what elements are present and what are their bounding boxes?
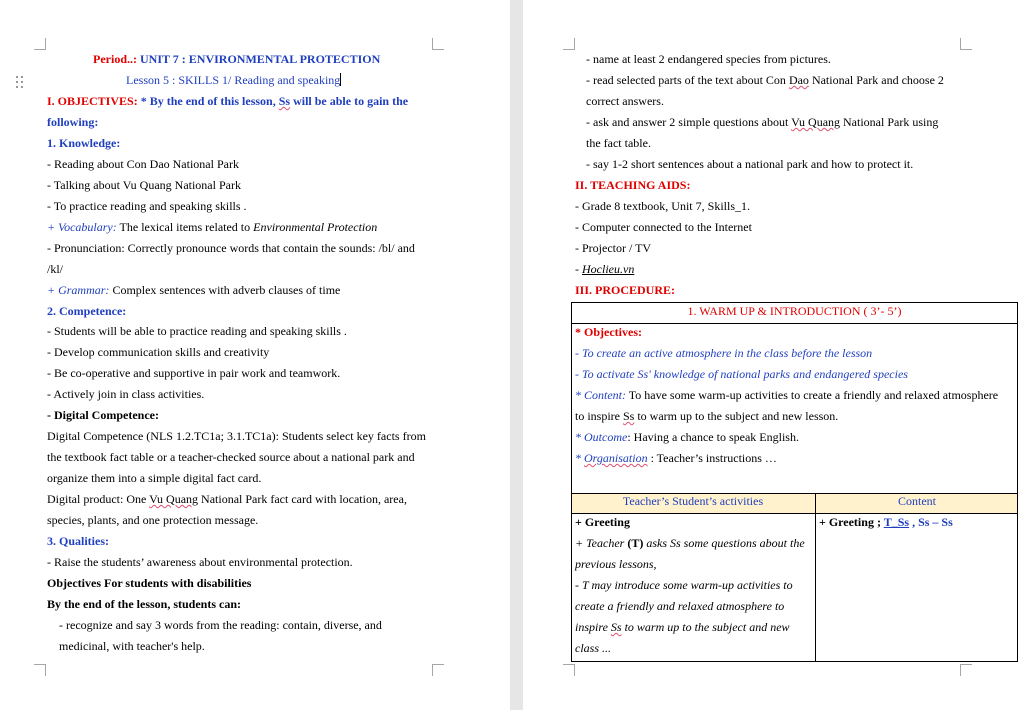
activity-line: class ... xyxy=(575,641,611,655)
content-greeting-line xyxy=(819,515,953,529)
digital-product-line xyxy=(47,492,407,506)
digital-competence-text: organize them into a simple digital fact card. xyxy=(47,471,262,485)
table-rule xyxy=(571,323,1018,324)
content-greeting-ss-ss: , Ss – Ss xyxy=(909,515,953,529)
unit-title-line xyxy=(93,52,380,66)
organisation-text: : Teacher’s instructions … xyxy=(647,451,777,465)
corner-mark-top-right xyxy=(960,38,972,50)
spell-flag-vu-quang[interactable]: Vu Quang xyxy=(149,492,199,506)
corner-mark-bottom-left xyxy=(34,664,46,676)
pronunciation-line-cont: /kl/ xyxy=(47,262,64,276)
digital-product-text-cont: National Park fact card with location, area, xyxy=(198,492,407,506)
lesson-title-line[interactable] xyxy=(126,73,341,87)
knowledge-item: - To practice reading and speaking skills . xyxy=(47,199,247,213)
activity-t-abbrev: (T) xyxy=(627,536,644,550)
item-text-cont: National Park and choose 2 xyxy=(808,73,944,87)
knowledge-item: - Reading about Con Dao National Park xyxy=(47,157,239,171)
vocabulary-text: The lexical items related to xyxy=(116,220,254,234)
competence-item: - Develop communication skills and creativity xyxy=(47,345,270,359)
objectives-intro-cont: will be able to gain the xyxy=(290,94,409,108)
greeting-label: + Greeting xyxy=(575,515,630,529)
unit-title: UNIT 7 : ENVIRONMENTAL PROTECTION xyxy=(140,52,381,66)
digital-competence-text: the textbook fact table or a teacher-checked source about a national park and xyxy=(47,450,415,464)
activity-line xyxy=(575,536,805,550)
teaching-aid-item xyxy=(575,262,634,276)
disabilities-item: - say 1-2 short sentences about a national park and how to protect it. xyxy=(586,157,914,171)
digital-product-line-cont: species, plants, and one protection message. xyxy=(47,513,259,527)
disabilities-item-cont: correct answers. xyxy=(586,94,664,108)
disabilities-item-cont: the fact table. xyxy=(586,136,651,150)
digital-competence-text: Digital Competence (NLS 1.2.TC1a; 3.1.TC1a): Students select key facts from xyxy=(47,429,426,443)
col-header-content: Content xyxy=(898,494,936,508)
disabilities-item xyxy=(586,115,938,129)
qualities-item: - Raise the students’ awareness about environmental protection. xyxy=(47,555,353,569)
activity-text-cont: asks Ss some questions about the xyxy=(643,536,805,550)
content-label: * Content: xyxy=(575,388,626,402)
disabilities-item: medicinal, with teacher's help. xyxy=(59,639,205,653)
disabilities-item: - recognize and say 3 words from the reading: contain, diverse, and xyxy=(59,618,382,632)
competence-item: - Students will be able to practice reading and speaking skills . xyxy=(47,324,347,338)
disabilities-item xyxy=(586,73,944,87)
item-dash: - xyxy=(575,262,582,276)
drag-handle-icon[interactable] xyxy=(16,76,24,92)
pronunciation-line: - Pronunciation: Correctly pronounce words that contain the sounds: /bl/ and xyxy=(47,241,415,255)
item-text: - read selected parts of the text about Con xyxy=(586,73,789,87)
organisation-star: * xyxy=(575,451,584,465)
hoclieu-link[interactable]: Hoclieu.vn xyxy=(582,262,635,276)
digital-competence-heading: - Digital Competence: xyxy=(47,408,159,422)
knowledge-heading: 1. Knowledge: xyxy=(47,136,121,150)
disabilities-subheading: By the end of the lesson, students can: xyxy=(47,597,242,611)
spell-flag-ss[interactable]: Ss xyxy=(610,620,622,634)
procedure-heading: III. PROCEDURE: xyxy=(575,283,676,297)
period-label: Period..: xyxy=(93,52,140,66)
activity-line: - T may introduce some warm-up activities to xyxy=(575,578,793,592)
teaching-aid-item: - Computer connected to the Internet xyxy=(575,220,752,234)
table-outcome-line xyxy=(575,430,799,444)
content-text: To have some warm-up activities to create a friendly and relaxed atmosphere xyxy=(626,388,999,402)
spell-flag-dao[interactable]: Dao xyxy=(788,73,809,87)
competence-item: - Actively join in class activities. xyxy=(47,387,205,401)
table-content-line xyxy=(575,388,998,402)
disabilities-heading: Objectives For students with disabilities xyxy=(47,576,252,590)
lesson-title: Lesson 5 : SKILLS 1/ Reading and speaking xyxy=(126,73,341,87)
item-text: - ask and answer 2 simple questions about xyxy=(586,115,792,129)
document-page-left[interactable] xyxy=(0,0,510,710)
text-cursor xyxy=(340,73,341,86)
vocabulary-topic: Environmental Protection xyxy=(253,220,378,234)
table-rule xyxy=(571,513,1018,514)
activity-text: + Teacher xyxy=(575,536,628,550)
content-greeting-label: + Greeting ; xyxy=(819,515,884,529)
spell-flag-ss[interactable]: Ss xyxy=(623,409,635,423)
activity-line xyxy=(575,620,790,634)
disabilities-item: - name at least 2 endangered species from pictures. xyxy=(586,52,831,66)
knowledge-item: - Talking about Vu Quang National Park xyxy=(47,178,241,192)
objectives-heading: I. OBJECTIVES: xyxy=(47,94,141,108)
col-header-activities: Teacher’s Student’s activities xyxy=(622,494,764,508)
corner-mark-bottom-right xyxy=(432,664,444,676)
table-objectives-label: * Objectives: xyxy=(575,325,642,339)
table-objective-item: - To activate Ss' knowledge of national parks and endangered species xyxy=(575,367,908,381)
competence-heading: 2. Competence: xyxy=(47,304,127,318)
table-title: 1. WARM UP & INTRODUCTION ( 3’- 5’) xyxy=(687,304,902,318)
document-page-right[interactable] xyxy=(523,0,1035,710)
qualities-heading: 3. Qualities: xyxy=(47,534,109,548)
organisation-label[interactable]: Organisation xyxy=(584,451,648,465)
outcome-text: : Having a chance to speak English. xyxy=(627,430,799,444)
corner-mark-bottom-right xyxy=(960,664,972,676)
outcome-label: * Outcome xyxy=(575,430,628,444)
grammar-line xyxy=(47,283,340,297)
grammar-text: Complex sentences with adverb clauses of time xyxy=(109,283,341,297)
table-objective-item: - To create an active atmosphere in the class before the lesson xyxy=(575,346,873,360)
page-gap xyxy=(510,0,523,710)
objectives-intro-end: following: xyxy=(47,115,99,129)
table-column-divider xyxy=(815,493,816,662)
content-greeting-t-ss: T_Ss xyxy=(883,515,910,529)
corner-mark-top-left xyxy=(34,38,46,50)
corner-mark-top-right xyxy=(432,38,444,50)
activity-text: inspire xyxy=(575,620,611,634)
grammar-label: + Grammar: xyxy=(47,283,110,297)
corner-mark-top-left xyxy=(563,38,575,50)
corner-mark-bottom-left xyxy=(563,664,575,676)
spell-flag-vu-quang[interactable]: Vu Quang xyxy=(791,115,841,129)
digital-product-text: Digital product: One xyxy=(47,492,150,506)
teaching-aid-item: - Grade 8 textbook, Unit 7, Skills_1. xyxy=(575,199,750,213)
teaching-aids-heading: II. TEACHING AIDS: xyxy=(575,178,691,192)
objectives-heading-line xyxy=(47,94,408,108)
objectives-intro: * By the end of this lesson, xyxy=(140,94,279,108)
item-text-cont: National Park using xyxy=(840,115,939,129)
activity-line: previous lessons, xyxy=(575,557,657,571)
content-text: to inspire xyxy=(575,409,623,423)
content-text-cont: to warm up to the subject and new lesson. xyxy=(634,409,839,423)
teaching-aid-item: - Projector / TV xyxy=(575,241,652,255)
table-organisation-line xyxy=(575,451,777,465)
activity-text-cont: to warm up to the subject and new xyxy=(621,620,790,634)
vocabulary-line xyxy=(47,220,377,234)
vocabulary-label: + Vocabulary: xyxy=(47,220,117,234)
table-content-line-cont xyxy=(575,409,838,423)
activity-line: create a friendly and relaxed atmosphere to xyxy=(575,599,785,613)
spell-flag-ss[interactable]: Ss xyxy=(278,94,291,108)
competence-item: - Be co-operative and supportive in pair work and teamwork. xyxy=(47,366,341,380)
